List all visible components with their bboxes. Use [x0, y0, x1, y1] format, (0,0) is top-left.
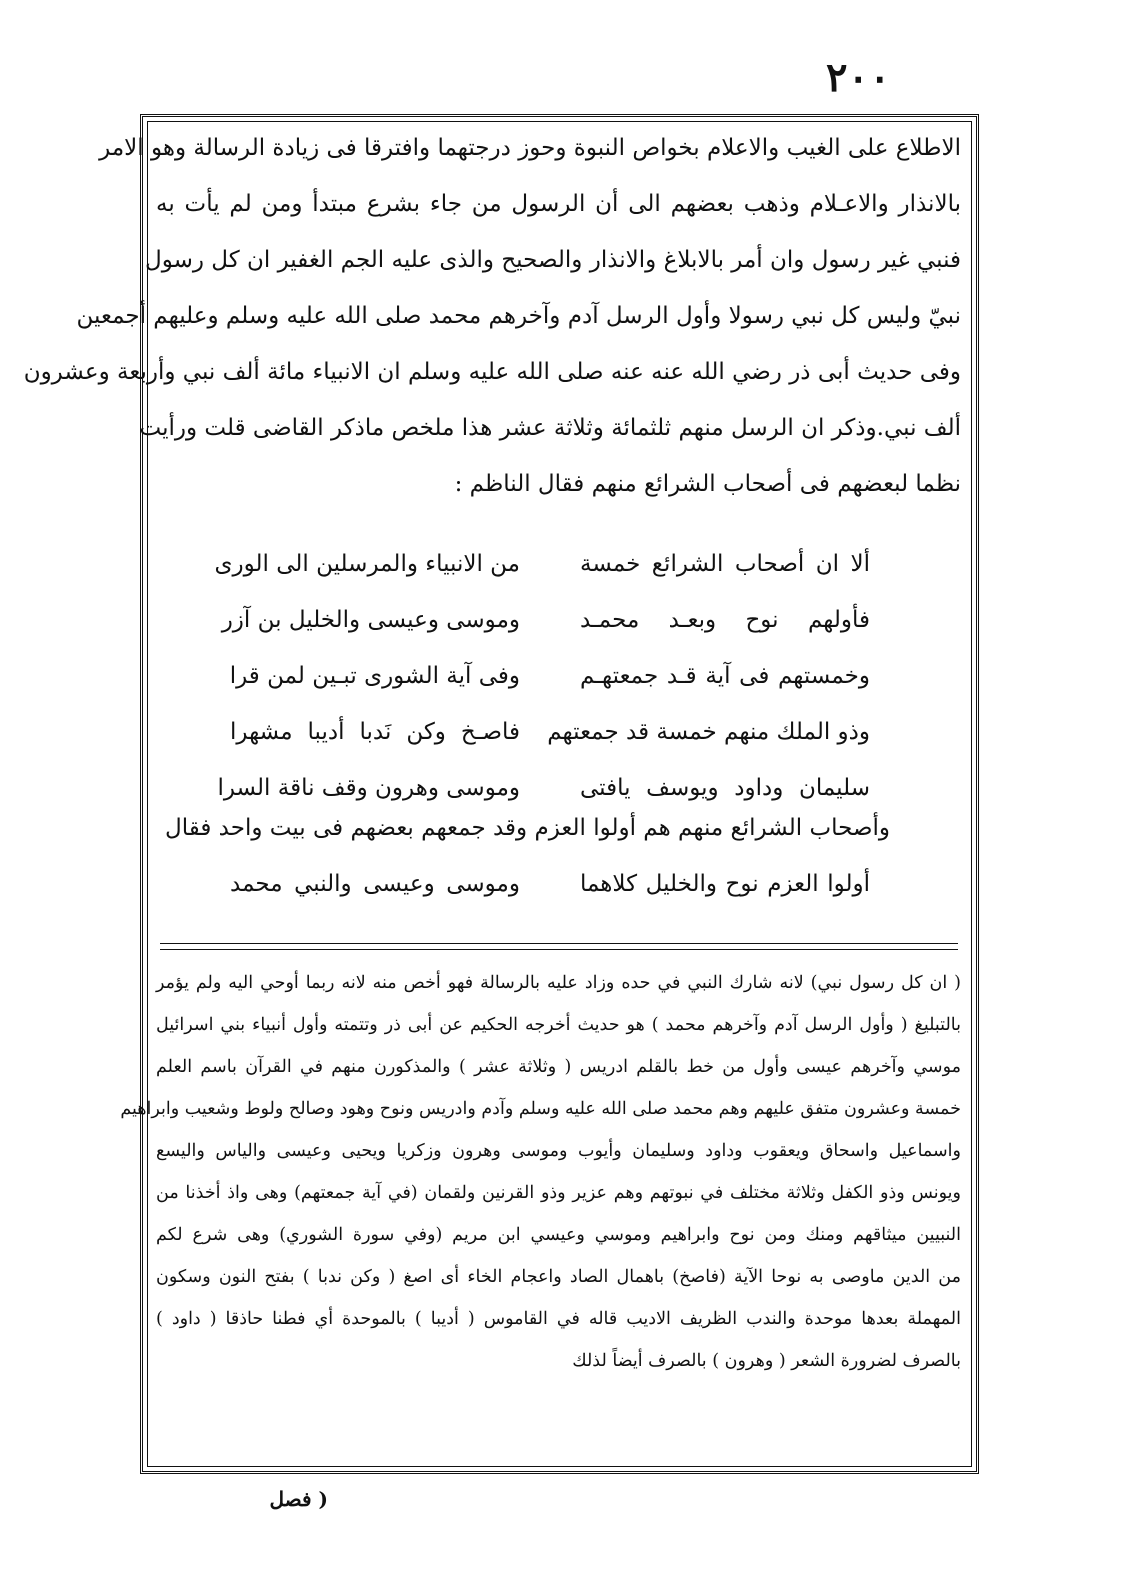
commentary-line: موسي وآخرهم عيسى وأول من خط بالقلم ادريس ( وثلاثة عشر ) والمذكورن منهم في القرآن باسم العلم	[156, 1057, 961, 1077]
commentary-line: ويونس وذو الكفل وثلاثة مختلف في نبوتهم وهم عزير وذو القرنين ولقمان (في آية جمعتهم) وهى واذ أخذنا من	[156, 1183, 961, 1203]
introductory-line: وأصحاب الشرائع منهم هم أولوا العزم وقد جمعهم بعضهم فى بيت واحد فقال	[165, 815, 890, 841]
commentary	[120, 962, 961, 1382]
main-line: فنبي غير رسول وان أمر بالابلاغ والانذار والصحيح والذى عليه الجم الغفير ان كل رسول	[145, 247, 961, 273]
catchword: ( فصل	[269, 1487, 328, 1511]
verse-first-hemistich: فأولهم نوح وبعـد محمـد	[580, 607, 870, 633]
poem-block	[230, 856, 870, 912]
verse-first-hemistich: أولوا العزم نوح والخليل كلاهما	[580, 871, 870, 897]
verse-second-hemistich: وفى آية الشورى تبـين لمن قرا	[229, 663, 520, 689]
verse-second-hemistich: وموسى وعيسى والنبي محمد	[230, 871, 520, 897]
poem-verse	[230, 704, 870, 760]
verse-first-hemistich: وذو الملك منهم خمسة قد جمعتهم	[547, 719, 870, 745]
poem-block	[214, 536, 870, 816]
main-line: نظما لبعضهم فى أصحاب الشرائع منهم فقال الناظم :	[454, 471, 961, 497]
commentary-line: من الدين ماوصى به نوحا الآية (فاصخ) باهمال الصاد واعجام الخاء أى اصغ ( وكن ندبا ) بفتح النون وسكون	[156, 1267, 961, 1287]
poem-verse	[214, 536, 870, 592]
main-line: ألف نبي.وذكر ان الرسل منهم ثلثمائة وثلاثة عشر هذا ملخص ماذكر القاضى قلت ورأيت	[139, 415, 961, 441]
commentary-line: بالصرف لضرورة الشعر ( وهرون ) بالصرف أيضاً لذلك	[572, 1351, 961, 1371]
commentary-line: واسماعيل واسحاق ويعقوب وداود وسليمان وأيوب وموسى وهرون وزكريا ويحيى وعيسى والياس واليسع	[156, 1141, 961, 1161]
poem-verse	[230, 648, 870, 704]
verse-first-hemistich: سليمان وداود ويوسف يافتى	[580, 775, 870, 801]
commentary-line: خمسة وعشرون متفق عليهم وهم محمد صلى الله عليه وسلم وآدم وادريس ونوح وهود وصالح ولوط وشعيب وابراهيم	[120, 1099, 961, 1119]
main-text	[23, 120, 961, 512]
page-number: ٢٠٠	[826, 54, 891, 101]
main-line: الاطلاع على الغيب والاعلام بخواص النبوة وحوز درجتهما وافترقا فى زيادة الرسالة وهو الامر	[99, 135, 961, 161]
main-line: وفى حديث أبى ذر رضي الله عنه عنه صلى الله عليه وسلم ان الانبياء مائة ألف نبي وأربعة وعشرون	[23, 359, 961, 385]
footnote-divider	[160, 943, 958, 950]
main-line: نبيّ وليس كل نبي رسولا وأول الرسل آدم وآخرهم محمد صلى الله عليه وسلم وعليهم أجمعين	[76, 303, 961, 329]
commentary-line: ( ان كل رسول نبي) لانه شارك النبي في حده وزاد عليه بالرسالة فهو أخص منه لانه ربما أوحي اليه ولم يؤمر	[156, 973, 961, 993]
commentary-line: المهملة بعدها موحدة والندب الظريف الاديب قاله في القاموس ( أديبا ) بالموحدة أي فطنا حاذقا ( داود )	[156, 1309, 961, 1329]
main-line: بالانذار والاعـلام وذهب بعضهم الى أن الرسول من جاء بشرع مبتدأ ومن لم يأت به	[156, 191, 961, 217]
verse-second-hemistich: وموسى وعيسى والخليل بن آزر	[221, 607, 520, 633]
poem-verse	[230, 856, 870, 912]
poem-verse	[221, 592, 870, 648]
verse-first-hemistich: ألا ان أصحاب الشرائع خمسة	[580, 551, 870, 577]
verse-second-hemistich: فاصـخ وكن نَدبا أديبا مشهرا	[230, 719, 520, 745]
verse-second-hemistich: وموسى وهرون وقف ناقة السرا	[217, 775, 520, 801]
commentary-line: النبيين ميثاقهم ومنك ومن نوح وابراهيم وموسي وعيسي ابن مريم (وفي سورة الشوري) وهى شرع لكم	[156, 1225, 961, 1245]
commentary-line: بالتبليغ ( وأول الرسل آدم وآخرهم محمد ) هو حديث أخرجه الحكيم عن أبى ذر وتتمته وأول أنبياء بني اسرائيل	[156, 1015, 961, 1035]
verse-second-hemistich: من الانبياء والمرسلين الى الورى	[214, 551, 520, 577]
verse-first-hemistich: وخمستهم فى آية قـد جمعتهـم	[580, 663, 870, 689]
